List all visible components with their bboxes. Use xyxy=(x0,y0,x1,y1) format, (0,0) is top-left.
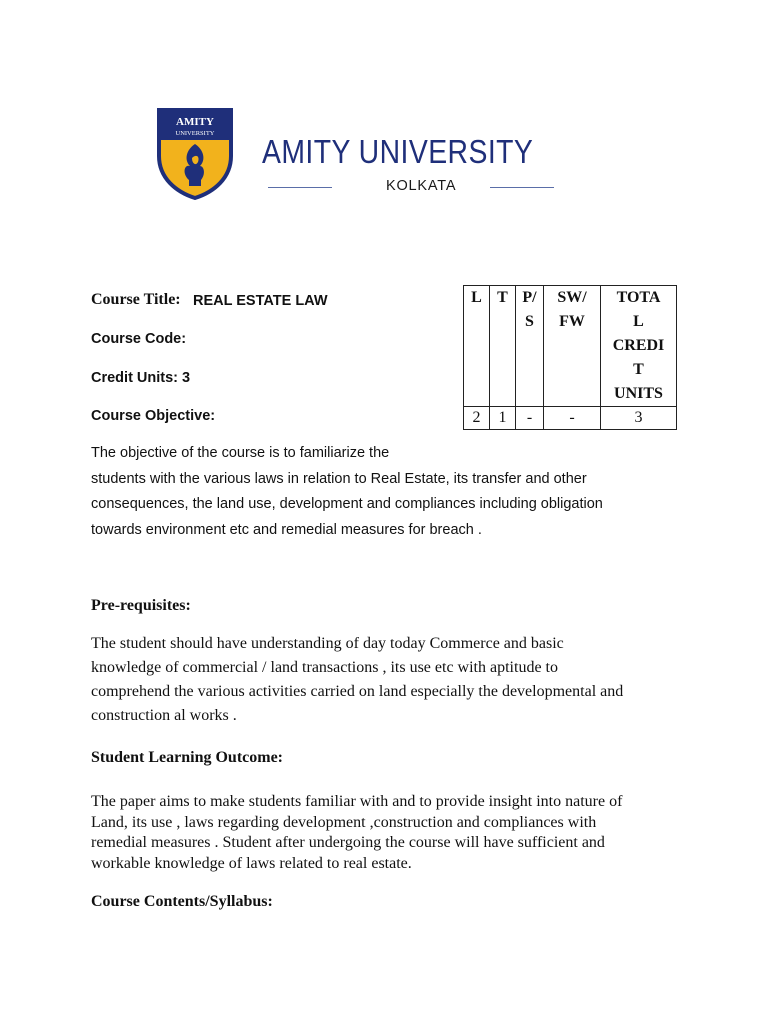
prerequisites-line: knowledge of commercial / land transactions , its use etc with aptitude to xyxy=(91,659,558,676)
objective-paragraph xyxy=(91,441,711,543)
header-line: T xyxy=(497,289,508,306)
prerequisites-paragraph xyxy=(91,632,691,728)
header-cell-t xyxy=(490,286,516,407)
brand-divider-left xyxy=(268,187,332,188)
prerequisites-heading: Pre-requisites: xyxy=(91,597,191,614)
learning-outcome-heading: Student Learning Outcome: xyxy=(91,749,283,766)
header-line: S xyxy=(525,313,534,330)
learning-outcome-line: Land, its use , laws regarding development ,construction and compliances with xyxy=(91,813,597,831)
header-line: L xyxy=(471,289,482,306)
header-line: CREDI xyxy=(612,337,665,354)
objective-line: The objective of the course is to familiarize the xyxy=(91,445,390,461)
logo-text-university: UNIVERSITY xyxy=(175,130,215,137)
logo-text-amity: AMITY xyxy=(176,116,214,128)
value-cell-ps: - xyxy=(516,407,544,430)
value-cell-l: 2 xyxy=(464,407,490,430)
header-line: UNITS xyxy=(614,385,663,402)
objective-line: students with the various laws in relation to Real Estate, its transfer and other xyxy=(91,470,587,487)
value-cell-t: 1 xyxy=(490,407,516,430)
course-title-label: Course Title: xyxy=(91,291,181,308)
header-line: P/ xyxy=(522,289,537,306)
header-cell-total xyxy=(601,286,677,407)
objective-line: consequences, the land use, development and compliances including obligation xyxy=(91,496,603,512)
course-contents-heading: Course Contents/Syllabus: xyxy=(91,893,273,910)
header-line: FW xyxy=(559,313,585,330)
header-line: TOTA xyxy=(616,289,661,306)
course-title-value: REAL ESTATE LAW xyxy=(193,293,328,309)
header-line: T xyxy=(633,361,644,378)
prerequisites-line: construction al works . xyxy=(91,707,237,724)
university-name: AMITY UNIVERSITY xyxy=(262,133,534,170)
brand-divider-right xyxy=(490,187,554,188)
prerequisites-line: The student should have understanding of day today Commerce and basic xyxy=(91,635,564,652)
course-code-label: Course Code: xyxy=(91,331,187,347)
credit-table xyxy=(463,285,677,430)
course-objective-label: Course Objective: xyxy=(91,408,216,424)
learning-outcome-paragraph xyxy=(91,792,691,874)
header-line: L xyxy=(633,313,644,330)
header-cell-ps xyxy=(516,286,544,407)
learning-outcome-line: workable knowledge of laws related to real estate. xyxy=(91,854,412,872)
prerequisites-line: comprehend the various activities carried on land especially the developmental and xyxy=(91,683,624,700)
learning-outcome-line: The paper aims to make students familiar with and to provide insight into nature of xyxy=(91,793,623,810)
credit-units-label: Credit Units: 3 xyxy=(91,370,191,386)
value-cell-swfw: - xyxy=(544,407,601,430)
value-cell-total: 3 xyxy=(601,407,677,430)
credit-table-value-row xyxy=(464,407,677,430)
header-cell-l xyxy=(464,286,490,407)
university-logo xyxy=(156,108,234,200)
credit-table-header-row xyxy=(464,286,677,407)
objective-line: towards environment etc and remedial measures for breach . xyxy=(91,521,482,538)
header-line: SW/ xyxy=(557,289,587,306)
learning-outcome-line: remedial measures . Student after undergoing the course will have sufficient and xyxy=(91,834,605,851)
header-cell-swfw xyxy=(544,286,601,407)
campus-name: KOLKATA xyxy=(386,178,457,194)
